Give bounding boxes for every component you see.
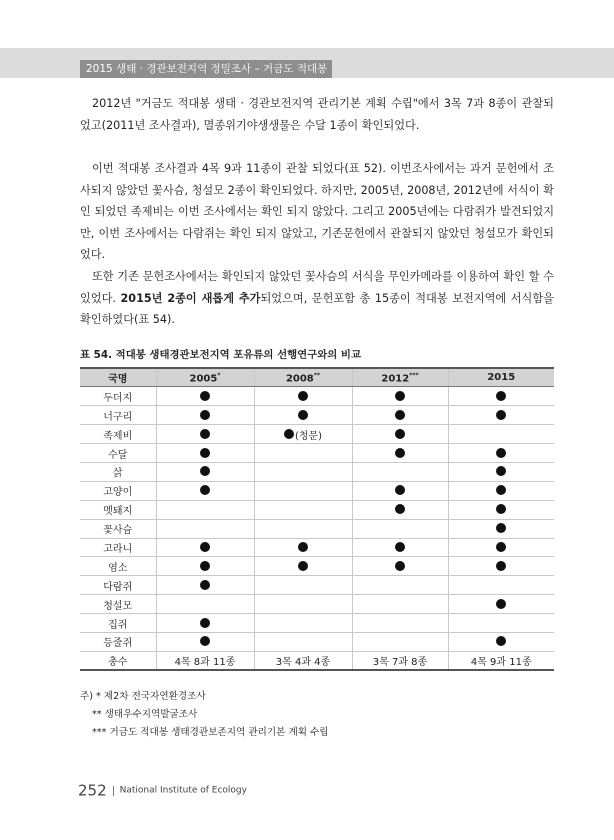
table-caption: 표 54. 적대봉 생태경관보전지역 포유류의 선행연구와의 비교 — [80, 349, 362, 361]
presence-cell-2008 — [254, 387, 352, 406]
note-1: 주) * 제2차 전국자연환경조사 — [80, 691, 206, 702]
presence-cell-2008 — [254, 595, 352, 614]
presence-dot-icon — [395, 561, 405, 571]
page-footer — [78, 780, 247, 800]
presence-cell-2012 — [352, 614, 448, 633]
species-name: 너구리 — [80, 406, 156, 425]
paragraph-2: 이번 적대봉 조사결과 4목 9과 11종이 관찰 되었다(표 52). 이번조사에서는 과거 문헌에서 조사되지 않았던 꽃사슴, 청설모 2종이 확인되었다. 하지만, 2005년, 2008년, 2012년에 서식이 확인 되었던 족제비는 이번 조사에서는 확인 되지 않았다. 그리고 2005년에는 다람쥐가 발견되었지만, 이번 조사에서는 다람쥐는 확인 되지 않았고, 기존문헌에서 관찰되지 않았던 청설모가 확인되었다. — [80, 162, 554, 262]
table-row — [80, 595, 554, 614]
presence-cell-2005 — [156, 444, 254, 463]
presence-dot-icon — [298, 561, 308, 571]
paragraph-1: 2012년 "거금도 적대봉 생태 · 경관보전지역 관리기본 계획 수립"에서 3목 7과 8종이 관찰되었고(2011년 조사결과), 멸종위기야생생물은 수달 1종이 확인되었다. — [80, 97, 554, 132]
presence-dot-icon — [200, 466, 210, 476]
species-name: 청설모 — [80, 595, 156, 614]
presence-cell-2012 — [352, 595, 448, 614]
presence-cell-2012 — [352, 557, 448, 576]
presence-cell-2012 — [352, 632, 448, 651]
presence-cell-2005 — [156, 576, 254, 595]
presence-dot-icon — [496, 523, 506, 533]
presence-cell-2012 — [352, 500, 448, 519]
comparison-table — [80, 367, 554, 671]
presence-cell-2005 — [156, 500, 254, 519]
species-name: 염소 — [80, 557, 156, 576]
presence-cell-2012 — [352, 444, 448, 463]
presence-dot-icon — [395, 429, 405, 439]
table-row — [80, 538, 554, 557]
table-row — [80, 425, 554, 444]
presence-dot-icon — [496, 448, 506, 458]
presence-dot-icon — [395, 391, 405, 401]
presence-dot-icon — [496, 504, 506, 514]
presence-dot-icon — [200, 542, 210, 552]
presence-cell-2008 — [254, 614, 352, 633]
header-2012-mark: *** — [409, 371, 419, 379]
presence-cell-2015 — [448, 500, 554, 519]
species-name: 두더지 — [80, 387, 156, 406]
table-row — [80, 614, 554, 633]
paragraph-3-text-a: 또한 기존 문헌조사에서는 확인되지 않았던 꽃사슴의 서식을 무인카메라를 이용하여 확인 할 수 있었다. — [80, 270, 554, 305]
header-2012-label: 2012 — [381, 372, 410, 384]
presence-dot-icon — [496, 542, 506, 552]
presence-dot-icon — [200, 448, 210, 458]
total-2005: 4목 8과 11종 — [156, 651, 254, 670]
species-name: 족제비 — [80, 425, 156, 444]
note-2: ** 생태우수지역발굴조사 — [92, 709, 198, 720]
presence-dot-icon — [298, 410, 308, 420]
presence-cell-2015 — [448, 425, 554, 444]
presence-cell-2005 — [156, 425, 254, 444]
header-2008-label: 2008 — [285, 372, 314, 384]
presence-cell-2015 — [448, 595, 554, 614]
presence-dot-icon — [395, 542, 405, 552]
species-name: 집쥐 — [80, 614, 156, 633]
presence-dot-icon — [200, 485, 210, 495]
presence-cell-2005 — [156, 557, 254, 576]
table-body — [80, 387, 554, 670]
presence-dot-icon — [395, 485, 405, 495]
presence-dot-icon — [200, 561, 210, 571]
presence-dot-icon — [496, 485, 506, 495]
presence-dot-icon — [200, 391, 210, 401]
species-name: 꽃사슴 — [80, 519, 156, 538]
presence-cell-2012 — [352, 387, 448, 406]
presence-cell-2008 — [254, 444, 352, 463]
table-header-row — [80, 368, 554, 387]
presence-cell-2015 — [448, 538, 554, 557]
presence-cell-2012 — [352, 406, 448, 425]
table-row — [80, 406, 554, 425]
presence-cell-2015 — [448, 632, 554, 651]
presence-dot-icon — [395, 504, 405, 514]
header-2008-mark: ** — [313, 371, 321, 379]
species-name: 수달 — [80, 444, 156, 463]
paragraph-3-bold: 2015년 2종이 새롭게 추가 — [120, 291, 261, 305]
header-2015: 2015 — [448, 368, 554, 387]
page-number: 252 — [78, 781, 107, 800]
note-3: *** 거금도 적대봉 생태경관보존지역 관리기본 계획 수립 — [92, 727, 329, 738]
table-row — [80, 557, 554, 576]
presence-cell-2012 — [352, 538, 448, 557]
header-2005 — [156, 368, 254, 387]
table-row — [80, 481, 554, 500]
total-2008: 3목 4과 4종 — [254, 651, 352, 670]
footer-org: National Institute of Ecology — [119, 785, 247, 796]
presence-cell-2008 — [254, 632, 352, 651]
presence-dot-icon — [496, 466, 506, 476]
presence-cell-2015 — [448, 519, 554, 538]
total-2015: 4목 9과 11종 — [448, 651, 554, 670]
presence-cell-2005 — [156, 387, 254, 406]
header-2012 — [352, 368, 448, 387]
presence-cell-2015 — [448, 557, 554, 576]
presence-dot-icon — [200, 580, 210, 590]
presence-cell-2005 — [156, 481, 254, 500]
presence-cell-2005 — [156, 595, 254, 614]
presence-cell-2012 — [352, 462, 448, 481]
presence-dot-icon — [395, 410, 405, 420]
total-label: 총수 — [80, 651, 156, 670]
species-name: 삵 — [80, 462, 156, 481]
paragraph-3 — [80, 266, 554, 331]
table-row — [80, 632, 554, 651]
presence-cell-2015 — [448, 481, 554, 500]
presence-cell-2015 — [448, 387, 554, 406]
presence-dot-icon — [200, 410, 210, 420]
presence-cell-2008 — [254, 576, 352, 595]
species-name: 고양이 — [80, 481, 156, 500]
table-row — [80, 462, 554, 481]
presence-cell-2012 — [352, 425, 448, 444]
table-notes — [80, 688, 329, 742]
presence-cell-2005 — [156, 614, 254, 633]
presence-dot-icon — [298, 391, 308, 401]
species-name: 고라니 — [80, 538, 156, 557]
presence-cell-2008 — [254, 425, 352, 444]
presence-cell-2005 — [156, 462, 254, 481]
presence-cell-2015 — [448, 444, 554, 463]
species-name: 등줄쥐 — [80, 632, 156, 651]
presence-cell-2008 — [254, 519, 352, 538]
presence-cell-2008 — [254, 406, 352, 425]
presence-dot-icon — [395, 448, 405, 458]
running-title: 2015 생태 · 경관보전지역 정밀조사 – 거금도 적대봉 — [80, 60, 332, 78]
presence-cell-2015 — [448, 406, 554, 425]
presence-cell-2008 — [254, 538, 352, 557]
presence-cell-2008 — [254, 481, 352, 500]
header-2005-mark: * — [217, 371, 221, 379]
presence-cell-2008 — [254, 462, 352, 481]
presence-dot-icon — [496, 391, 506, 401]
presence-dot-icon — [200, 618, 210, 628]
presence-dot-icon — [200, 636, 210, 646]
presence-cell-2005 — [156, 406, 254, 425]
table-row — [80, 444, 554, 463]
presence-dot-icon — [298, 542, 308, 552]
paragraph-3-text-b: 되었으며, 문헌포함 총 15종이 적대봉 보전지역에 서식함을 확인하였다(표 54). — [80, 291, 554, 327]
presence-dot-icon — [496, 410, 506, 420]
presence-cell-2005 — [156, 519, 254, 538]
presence-cell-2005 — [156, 632, 254, 651]
total-2012: 3목 7과 8종 — [352, 651, 448, 670]
presence-cell-2008 — [254, 500, 352, 519]
table-row — [80, 387, 554, 406]
presence-dot-icon — [496, 561, 506, 571]
table-total-row — [80, 651, 554, 670]
header-2005-label: 2005 — [189, 372, 218, 384]
presence-dot-icon — [284, 429, 294, 439]
presence-cell-2012 — [352, 481, 448, 500]
presence-cell-2005 — [156, 538, 254, 557]
table-row — [80, 519, 554, 538]
presence-dot-icon — [496, 599, 506, 609]
footer-separator — [113, 786, 114, 796]
header-2008 — [254, 368, 352, 387]
presence-cell-2012 — [352, 519, 448, 538]
table-row — [80, 500, 554, 519]
table-row — [80, 576, 554, 595]
presence-cell-2015 — [448, 462, 554, 481]
species-name: 다람쥐 — [80, 576, 156, 595]
presence-cell-2008 — [254, 557, 352, 576]
header-species: 국명 — [80, 368, 156, 387]
presence-cell-2015 — [448, 576, 554, 595]
species-name: 멧돼지 — [80, 500, 156, 519]
presence-cell-2012 — [352, 576, 448, 595]
presence-cell-2015 — [448, 614, 554, 633]
presence-dot-icon — [200, 429, 210, 439]
presence-dot-icon — [496, 636, 506, 646]
presence-note: (청문) — [294, 430, 323, 442]
